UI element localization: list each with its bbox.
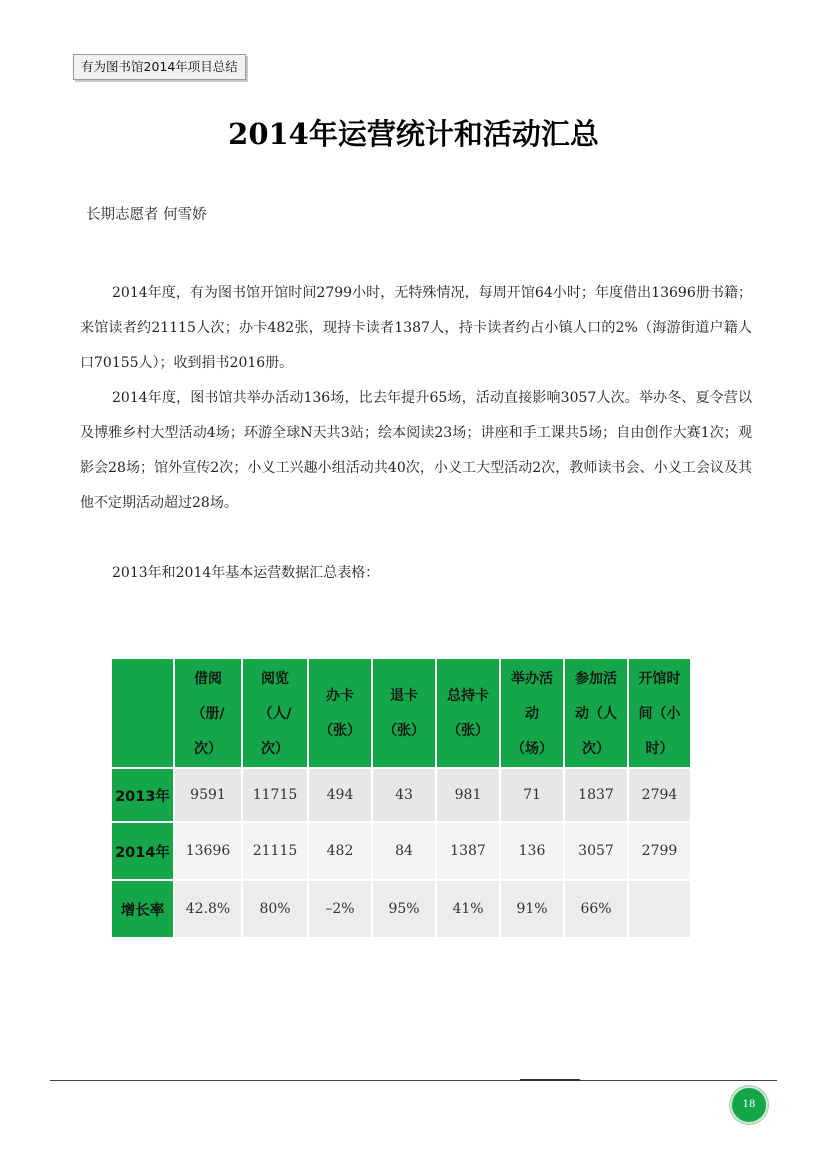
- header-line: 次）: [261, 740, 289, 757]
- page-title: 2014年运营统计和活动汇总: [228, 117, 599, 151]
- header-line: 间（小: [638, 705, 681, 722]
- table-cell: 1387: [436, 822, 500, 880]
- header-line: （场）: [511, 740, 553, 757]
- table-cell: 2799: [628, 822, 691, 880]
- table-cell: –2%: [308, 880, 372, 938]
- footer-divider: [50, 1080, 777, 1081]
- table-caption: 2013年和2014年基本运营数据汇总表格：: [112, 565, 380, 581]
- table-cell: 2794: [628, 768, 691, 822]
- header-line: 参加活: [575, 670, 617, 687]
- header-line: 次）: [194, 740, 222, 757]
- table-cell: [628, 880, 691, 938]
- footer-divider-accent: [520, 1079, 580, 1081]
- header-line: 开馆时: [638, 670, 681, 687]
- header-line: （张）: [383, 723, 425, 739]
- header-line: （张）: [319, 723, 361, 739]
- table-cell: 91%: [500, 880, 564, 938]
- page-number-badge: [730, 1086, 768, 1124]
- table-row-growth: [111, 880, 691, 938]
- header-line: 阅览: [261, 670, 289, 687]
- table-cell: 13696: [174, 822, 242, 880]
- header-line: 动（人: [575, 705, 617, 722]
- table-cell: 9591: [174, 768, 242, 822]
- table-cell: 136: [500, 822, 564, 880]
- table-cell: 981: [436, 768, 500, 822]
- table-row-2014: [111, 822, 691, 880]
- table-cell: 11715: [242, 768, 308, 822]
- column-header-returned-cards: [372, 658, 436, 768]
- table-cell: 66%: [564, 880, 628, 938]
- header-section-tab: 有为图书馆2014年项目总结: [73, 54, 246, 80]
- table-cell: 95%: [372, 880, 436, 938]
- row-label: 2013年: [111, 768, 174, 822]
- table-cell: 494: [308, 768, 372, 822]
- header-line: （人/: [258, 705, 292, 722]
- stats-table: [110, 657, 692, 939]
- header-line: 举办活: [511, 670, 553, 687]
- table-cell: 41%: [436, 880, 500, 938]
- header-line: （册/: [191, 705, 225, 722]
- header-line: 总持卡: [447, 688, 489, 704]
- row-label: 增长率: [111, 880, 174, 938]
- author-line: 长期志愿者 何雪娇: [86, 207, 207, 223]
- header-line: 时）: [645, 740, 674, 757]
- table-row-2013: [111, 768, 691, 822]
- table-cell: 42.8%: [174, 880, 242, 938]
- header-line: 动: [525, 705, 539, 722]
- table-cell: 1837: [564, 768, 628, 822]
- header-line: 借阅: [194, 670, 222, 687]
- table-header-row: [111, 658, 691, 768]
- table-cell: 3057: [564, 822, 628, 880]
- table-cell: 71: [500, 768, 564, 822]
- header-line: 退卡: [390, 688, 418, 704]
- column-header-event-attendance: [564, 658, 628, 768]
- page-number: 18: [742, 1099, 756, 1110]
- column-header-new-cards: [308, 658, 372, 768]
- row-label: 2014年: [111, 822, 174, 880]
- column-header-reading: [242, 658, 308, 768]
- header-line: 办卡: [326, 688, 354, 704]
- column-header-total-cards: [436, 658, 500, 768]
- table-cell: 80%: [242, 880, 308, 938]
- table-cell: 43: [372, 768, 436, 822]
- paragraph-operations: 2014年度，有为图书馆开馆时间2799小时，无特殊情况，每周开馆64小时；年度借出13696册书籍；来馆读者约21115人次；办卡482张，现持卡读者1387人，持卡读者约占小镇人口的2%（海游街道户籍人口70155人）；收到捐书2016册。: [80, 285, 752, 371]
- table-cell: 21115: [242, 822, 308, 880]
- column-header-open-hours: [628, 658, 691, 768]
- paragraph-activities: 2014年度，图书馆共举办活动136场，比去年提升65场，活动直接影响3057人次。举办冬、夏令营以及博雅乡村大型活动4场；环游全球N天共3站；绘本阅读23场；讲座和手工课共5场；自由创作大赛1次；观影会28场；馆外宣传2次；小义工兴趣小组活动共40次，小义工大型活动2次，教师读书会、小义工会议及其他不定期活动超过28场。: [80, 390, 752, 511]
- table-cell: 482: [308, 822, 372, 880]
- table-cell: 84: [372, 822, 436, 880]
- column-header-borrow: [174, 658, 242, 768]
- header-line: 次）: [582, 740, 610, 757]
- column-header-events-held: [500, 658, 564, 768]
- header-line: （张）: [447, 723, 489, 739]
- table-corner-cell: [111, 658, 174, 768]
